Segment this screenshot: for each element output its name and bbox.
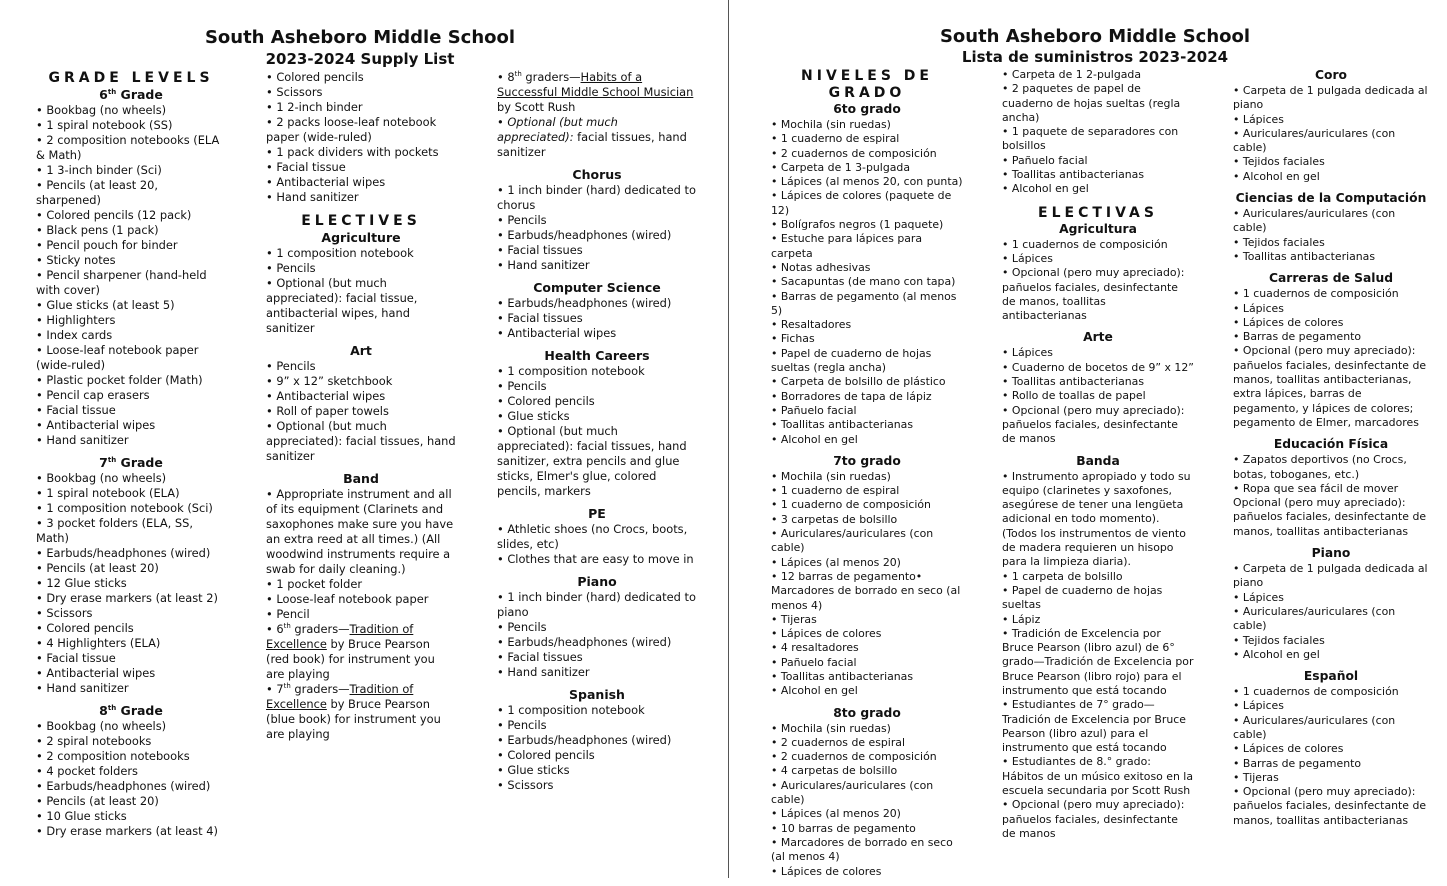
list-item: • 2 paquetes de papel de cuaderno de hojas sueltas (regla ancha) <box>1002 82 1194 125</box>
band-item-6th-graders: • 6th graders—Tradition of Excellence by Bruce Pearson (red book) for instrument you are playing <box>266 622 456 682</box>
list-item: • Opcional (pero muy apreciado): pañuelos faciales, desinfectante de manos <box>1002 798 1194 841</box>
page-title: South Asheboro Middle School <box>939 26 1251 47</box>
list-item: • Earbuds/headphones (wired) <box>36 546 226 561</box>
grade7-heading: 7to grado <box>833 453 901 468</box>
pe-heading: PE <box>588 506 606 521</box>
grade7-heading: 7th Grade <box>99 455 163 470</box>
chorus-list <box>497 183 697 273</box>
english-column-1 <box>36 70 226 846</box>
list-item: • Auriculares/auriculares (con cable) <box>1233 605 1429 634</box>
list-item: • Glue sticks <box>497 409 697 424</box>
list-item: • Antibacterial wipes <box>497 326 697 341</box>
list-item: • Bookbag (no wheels) <box>36 103 226 118</box>
list-item: • Lápices de colores <box>1233 316 1429 330</box>
list-item: • 1 3-inch binder (Sci) <box>36 163 226 178</box>
list-item: • Lápices (al menos 20) <box>771 556 963 570</box>
list-item: • Mochila (sin ruedas) <box>771 470 963 484</box>
list-item: • 10 barras de pegamento <box>771 822 963 836</box>
pe-list <box>497 522 697 567</box>
list-item: • Marcadores de borrado en seco (al menos 4) <box>771 836 963 865</box>
list-item: • Barras de pegamento <box>1233 757 1429 771</box>
list-item: • Toallitas antibacterianas <box>1002 168 1194 182</box>
list-item: • Dry erase markers (at least 2) <box>36 591 226 606</box>
list-item: • Fichas <box>771 332 963 346</box>
list-item: • 1 pack dividers with pockets <box>266 145 456 160</box>
art-list <box>266 359 456 464</box>
list-item: • Mochila (sin ruedas) <box>771 722 963 736</box>
list-item: • Pencils <box>497 213 697 228</box>
list-item: • 1 cuadernos de composición <box>1233 287 1429 301</box>
list-item: • Pencil cap erasers <box>36 388 226 403</box>
pe-list <box>1233 453 1429 539</box>
art-list <box>1002 346 1194 446</box>
pe-heading: Educación Física <box>1273 437 1389 452</box>
list-item: • Barras de pegamento (al menos 5) <box>771 290 963 319</box>
list-item: • 1 cuaderno de espiral <box>771 132 963 146</box>
list-item: • Hand sanitizer <box>36 433 226 448</box>
list-item: • Sacapuntas (de mano con tapa) <box>771 275 963 289</box>
list-item: • Hand sanitizer <box>36 681 226 696</box>
book-title: Tradition of Excellence <box>266 622 414 651</box>
grade8-list <box>36 719 226 839</box>
computer-science-section <box>497 280 697 341</box>
list-item: • Toallitas antibacterianas <box>1233 250 1429 264</box>
list-item: • Clothes that are easy to move in <box>497 552 697 567</box>
spanish-section <box>497 687 697 793</box>
list-item: • Pencils (at least 20) <box>36 794 226 809</box>
list-item: • 1 cuadernos de composición <box>1002 238 1194 252</box>
grade-levels-heading: NIVELES DE GRADO <box>801 68 933 101</box>
list-item: • Colored pencils <box>36 621 226 636</box>
agriculture-section <box>266 230 456 336</box>
list-item: • Earbuds/headphones (wired) <box>497 635 697 650</box>
band-section <box>1002 454 1194 842</box>
list-item: • Colored pencils (12 pack) <box>36 208 226 223</box>
list-item: • Lápices <box>1233 591 1429 605</box>
list-item: • Papel de cuaderno de hojas sueltas <box>1002 584 1194 613</box>
list-item: • Papel de cuaderno de hojas sueltas (regla ancha) <box>771 347 963 376</box>
list-item: • 2 cuadernos de composición <box>771 750 963 764</box>
health-careers-section <box>497 348 697 499</box>
list-item: • 10 Glue sticks <box>36 809 226 824</box>
grade7-section <box>36 455 226 696</box>
list-item: • Optional (but much appreciated): facial tissue, antibacterial wipes, hand sanitizer <box>266 276 456 336</box>
list-item: • Scissors <box>266 85 456 100</box>
grade6-heading: 6th Grade <box>99 87 163 102</box>
list-item: • Instrumento apropiado y todo su equipo (clarinetes y saxofones, asegúrese de tener una lengüeta adicional en todo momento). (Todos los instrumentos de viento de madera requieren un hisopo para la limpieza diaria). <box>1002 470 1194 570</box>
grade6-heading: 6to grado <box>833 102 901 116</box>
list-item: • Pencils <box>266 359 456 374</box>
list-item: • Antibacterial wipes <box>266 389 456 404</box>
grade6-continued-list <box>1002 68 1194 197</box>
list-item: • Glue sticks <box>497 763 697 778</box>
computer-science-heading: Ciencias de la Computación <box>1235 191 1427 206</box>
list-item: • Tijeras <box>1233 771 1429 785</box>
list-item: • 4 pocket folders <box>36 764 226 779</box>
band-list <box>266 487 456 742</box>
list-item: • Pañuelo facial <box>771 404 963 418</box>
band-item: • Appropriate instrument and all of its equipment (Clarinets and saxophones make sure you have an extra reed at all times.) (All woodwind instruments require a swab for daily cleaning.) <box>266 487 456 577</box>
grade7-list <box>771 470 963 699</box>
grade6-list <box>36 103 226 448</box>
list-item: • Pencil pouch for binder <box>36 238 226 253</box>
list-item: • Optional (but much appreciated): facial tissues, hand sanitizer, extra pencils and glue sticks, Elmer's glue, colored pencils, markers <box>497 424 697 499</box>
agriculture-list <box>1002 238 1194 324</box>
list-item: • Earbuds/headphones (wired) <box>497 733 697 748</box>
list-item: • Pencils (at least 20, sharpened) <box>36 178 226 208</box>
list-item: • Earbuds/headphones (wired) <box>36 779 226 794</box>
list-item: • 1 cuaderno de composición <box>771 498 963 512</box>
list-item: • Loose-leaf notebook paper (wide-ruled) <box>36 343 226 373</box>
list-item: • Hand sanitizer <box>266 190 456 205</box>
grade8-heading: 8to grado <box>833 705 901 720</box>
art-section <box>1002 330 1194 446</box>
band-item-7th-graders: • 7th graders—Tradition of Excellence by Bruce Pearson (blue book) for instrument you are playing <box>266 682 456 742</box>
list-item: • Estudiantes de 7° grado—Tradición de Excelencia por Bruce Pearson (libro azul) para el instrumento que está tocando <box>1002 698 1194 755</box>
grade8-section <box>36 703 226 839</box>
list-item: • Facial tissues <box>497 243 697 258</box>
chorus-section <box>497 167 697 273</box>
page-subtitle: 2023-2024 Supply List <box>265 50 455 68</box>
list-item: • Glue sticks (at least 5) <box>36 298 226 313</box>
list-item: • 1 inch binder (hard) dedicated to chorus <box>497 183 697 213</box>
list-item: • 12 barras de pegamento• Marcadores de borrado en seco (al menos 4) <box>771 570 963 613</box>
list-item: • Alcohol en gel <box>1233 648 1429 662</box>
list-item: • 2 packs loose-leaf notebook paper (wide-ruled) <box>266 115 456 145</box>
agriculture-section <box>1002 222 1194 324</box>
grade-levels-heading: GRADE LEVELS <box>48 70 214 86</box>
health-careers-heading: Health Careers <box>544 348 650 363</box>
list-item: • 1 paquete de separadores con bolsillos <box>1002 125 1194 154</box>
band-item-optional: • Optional (but much appreciated): facial tissues, hand sanitizer <box>497 115 697 160</box>
band-continued-list <box>497 70 697 160</box>
spanish-column-2 <box>1002 68 1194 848</box>
art-heading: Arte <box>1083 330 1113 345</box>
list-item: • Lápices (al menos 20) <box>771 807 963 821</box>
grade6-continued-list <box>266 70 456 205</box>
list-item: • Carpeta de bolsillo de plástico <box>771 375 963 389</box>
list-item: • 4 Highlighters (ELA) <box>36 636 226 651</box>
list-item: • Antibacterial wipes <box>266 175 456 190</box>
list-item: • Optional (but much appreciated): facial tissues, hand sanitizer <box>266 419 456 464</box>
list-item: • Carpeta de 1 3-pulgada <box>771 161 963 175</box>
list-item: • Tijeras <box>771 613 963 627</box>
list-item: • 1 spiral notebook (ELA) <box>36 486 226 501</box>
list-item: • Rollo de toallas de papel <box>1002 389 1194 403</box>
grade6-continued-section <box>266 70 456 205</box>
list-item: • Lápices <box>1002 252 1194 266</box>
grade7-section <box>771 454 963 699</box>
spanish-heading: Español <box>1303 669 1359 684</box>
list-item: • Opcional (pero muy apreciado): pañuelos faciales, desinfectante de manos, toallitas antibacterianas <box>1233 785 1429 828</box>
list-item: • 3 pocket folders (ELA, SS, Math) <box>36 516 226 546</box>
list-item: • Tejidos faciales <box>1233 155 1429 169</box>
list-item: • Resaltadores <box>771 318 963 332</box>
band-heading: Banda <box>1076 453 1120 468</box>
list-item: • 2 cuadernos de espiral <box>771 736 963 750</box>
list-item: • Pencil sharpener (hand-held with cover) <box>36 268 226 298</box>
band-item-8th-graders: • 8th graders—Habits of a Successful Middle School Musician by Scott Rush <box>497 70 697 115</box>
list-item: • Colored pencils <box>266 70 456 85</box>
list-item: • Toallitas antibacterianas <box>1002 375 1194 389</box>
list-item: • Alcohol en gel <box>771 433 963 447</box>
list-item: • Highlighters <box>36 313 226 328</box>
list-item: • Auriculares/auriculares (con cable) <box>1233 127 1429 156</box>
list-item: • Carpeta de 1 pulgada dedicada al piano <box>1233 562 1429 591</box>
list-item: • Borradores de tapa de lápiz <box>771 390 963 404</box>
list-item: • Lápices (al menos 20, con punta) <box>771 175 963 189</box>
list-item: • 2 spiral notebooks <box>36 734 226 749</box>
list-item: • Zapatos deportivos (no Crocs, botas, toboganes, etc.) <box>1233 453 1429 482</box>
list-item: • Antibacterial wipes <box>36 666 226 681</box>
list-item: • Lápices de colores <box>1233 742 1429 756</box>
list-item: • Pencils (at least 20) <box>36 561 226 576</box>
list-item: • Lápiz <box>1002 613 1194 627</box>
list-item: • Facial tissue <box>36 651 226 666</box>
list-item: • Alcohol en gel <box>1233 170 1429 184</box>
chorus-heading: Chorus <box>572 167 622 182</box>
band-item: • 1 pocket folder <box>266 577 456 592</box>
list-item: • Athletic shoes (no Crocs, boots, slides, etc) <box>497 522 697 552</box>
computer-science-list <box>497 296 697 341</box>
list-item: • Sticky notes <box>36 253 226 268</box>
list-item: • Carpeta de 1 2-pulgada <box>1002 68 1194 82</box>
piano-heading: Piano <box>577 574 617 589</box>
band-section <box>266 471 456 742</box>
list-item: • 1 composition notebook (Sci) <box>36 501 226 516</box>
agriculture-heading: Agriculture <box>321 230 401 245</box>
grade6-list <box>771 118 963 447</box>
list-item: • Lápices de colores <box>771 865 963 879</box>
list-item: • Antibacterial wipes <box>36 418 226 433</box>
list-item: • Colored pencils <box>497 394 697 409</box>
list-item: • Scissors <box>36 606 226 621</box>
list-item: • Auriculares/auriculares (con cable) <box>771 527 963 556</box>
list-item: • Lápices <box>1233 302 1429 316</box>
list-item: • Opcional (pero muy apreciado): pañuelos faciales, desinfectante de manos, toallitas antibacterianas, extra lápices, barras de pegamento, y lápices de colores; pegamento de Elmer, marcadores <box>1233 344 1429 430</box>
list-item: • 1 composition notebook <box>497 703 697 718</box>
list-item: • Facial tissue <box>36 403 226 418</box>
list-item: • Barras de pegamento <box>1233 330 1429 344</box>
list-item: • Alcohol en gel <box>1002 182 1194 196</box>
list-item: • Auriculares/auriculares (con cable) <box>1233 714 1429 743</box>
list-item: • Estudiantes de 8.° grado: Hábitos de un músico exitoso en la escuela secundaria por Scott Rush <box>1002 755 1194 798</box>
list-item: • Tejidos faciales <box>1233 236 1429 250</box>
band-continued-section <box>497 70 697 160</box>
book-title: Habits of a Successful Middle School Musician <box>497 70 694 99</box>
english-supply-list-page <box>0 0 728 878</box>
list-item: • Facial tissues <box>497 650 697 665</box>
list-item: • Pañuelo facial <box>1002 154 1194 168</box>
list-item: • Pañuelo facial <box>771 656 963 670</box>
computer-science-heading: Computer Science <box>533 280 661 295</box>
list-item: • Bolígrafos negros (1 paquete) <box>771 218 963 232</box>
page-title: South Asheboro Middle School <box>204 27 516 48</box>
list-item: • Tejidos faciales <box>1233 634 1429 648</box>
grade6-section <box>771 102 963 447</box>
electives-heading: ELECTIVES <box>301 213 421 229</box>
list-item: • 2 composition notebooks (ELA & Math) <box>36 133 226 163</box>
list-item: • Lápices <box>1233 113 1429 127</box>
list-item: • Lápices <box>1002 346 1194 360</box>
list-item: • Earbuds/headphones (wired) <box>497 228 697 243</box>
list-item: • Toallitas antibacterianas <box>771 418 963 432</box>
list-item: • Auriculares/auriculares (con cable) <box>771 779 963 808</box>
list-item: • Bookbag (no wheels) <box>36 719 226 734</box>
list-item: • Hand sanitizer <box>497 258 697 273</box>
list-item: • Roll of paper towels <box>266 404 456 419</box>
spanish-list <box>1233 685 1429 828</box>
chorus-section <box>1233 68 1429 184</box>
spanish-column-3 <box>1233 68 1429 835</box>
list-item: • Alcohol en gel <box>771 684 963 698</box>
computer-science-list <box>1233 207 1429 264</box>
piano-section <box>1233 546 1429 662</box>
grade8-heading: 8th Grade <box>99 703 163 718</box>
grade6-continued-section <box>1002 68 1194 197</box>
list-item: • 1 spiral notebook (SS) <box>36 118 226 133</box>
list-item: • Ropa que sea fácil de mover Opcional (pero muy apreciado): pañuelos faciales, desinfectante de manos, toallitas antibacterianas <box>1233 482 1429 539</box>
english-column-2 <box>266 70 456 749</box>
list-item: • 1 inch binder (hard) dedicated to piano <box>497 590 697 620</box>
list-item: • 1 composition notebook <box>266 246 456 261</box>
spanish-heading: Spanish <box>569 687 625 702</box>
piano-section <box>497 574 697 680</box>
agriculture-list <box>266 246 456 336</box>
band-list <box>1002 470 1194 842</box>
list-item: • 1 composition notebook <box>497 364 697 379</box>
list-item: • 2 cuadernos de composición <box>771 147 963 161</box>
piano-list <box>1233 562 1429 662</box>
list-item: • 12 Glue sticks <box>36 576 226 591</box>
band-heading: Band <box>343 471 379 486</box>
piano-heading: Piano <box>1311 546 1351 561</box>
list-item: • Pencils <box>266 261 456 276</box>
list-item: • Lápices de colores (paquete de 12) <box>771 189 963 218</box>
list-item: • 3 carpetas de bolsillo <box>771 513 963 527</box>
grade8-list <box>771 722 963 879</box>
list-item: • Black pens (1 pack) <box>36 223 226 238</box>
piano-list <box>497 590 697 680</box>
list-item: • Cuaderno de bocetos de 9” x 12” <box>1002 361 1194 375</box>
list-item: • 2 composition notebooks <box>36 749 226 764</box>
book-title: Tradition of Excellence <box>266 682 414 711</box>
grade7-list <box>36 471 226 696</box>
agriculture-heading: Agricultura <box>1059 221 1137 236</box>
english-column-3 <box>497 70 697 800</box>
list-item: • Facial tissue <box>266 160 456 175</box>
list-item: • Colored pencils <box>497 748 697 763</box>
spanish-list <box>497 703 697 793</box>
list-item: • Facial tissues <box>497 311 697 326</box>
chorus-heading: Coro <box>1315 68 1347 82</box>
list-item: • Pencils <box>497 718 697 733</box>
list-item: • Lápices de colores <box>771 627 963 641</box>
list-item: • Index cards <box>36 328 226 343</box>
computer-science-section <box>1233 191 1429 264</box>
grade8-section <box>771 706 963 879</box>
art-heading: Art <box>350 343 372 358</box>
list-item: • Tradición de Excelencia por Bruce Pearson (libro azul) de 6° grado—Tradición de Excelencia por Bruce Pearson (libro rojo) para el instrumento que está tocando <box>1002 627 1194 698</box>
band-item: • Loose-leaf notebook paper <box>266 592 456 607</box>
band-item: • Pencil <box>266 607 456 622</box>
list-item: • 1 2-inch binder <box>266 100 456 115</box>
list-item: • Toallitas antibacterianas <box>771 670 963 684</box>
list-item: • Scissors <box>497 778 697 793</box>
list-item: • Dry erase markers (at least 4) <box>36 824 226 839</box>
list-item: • 1 carpeta de bolsillo <box>1002 570 1194 584</box>
list-item: • Carpeta de 1 pulgada dedicada al piano <box>1233 84 1429 113</box>
spanish-section <box>1233 669 1429 828</box>
list-item: • 4 resaltadores <box>771 641 963 655</box>
health-careers-list <box>1233 287 1429 430</box>
health-careers-heading: Carreras de Salud <box>1268 271 1394 286</box>
page-subtitle: Lista de suministros 2023-2024 <box>961 48 1229 66</box>
list-item: • 1 cuaderno de espiral <box>771 484 963 498</box>
spanish-column-1 <box>771 68 963 886</box>
list-item: • Earbuds/headphones (wired) <box>497 296 697 311</box>
list-item: • Lápices <box>1233 699 1429 713</box>
list-item: • Hand sanitizer <box>497 665 697 680</box>
list-item: • Pencils <box>497 379 697 394</box>
chorus-list <box>1233 84 1429 184</box>
list-item: • Opcional (pero muy apreciado): pañuelos faciales, desinfectante de manos, toallitas antibacterianas <box>1002 266 1194 323</box>
list-item: • Plastic pocket folder (Math) <box>36 373 226 388</box>
spanish-supply-list-page <box>729 0 1447 878</box>
list-item: • 4 carpetas de bolsillo <box>771 764 963 778</box>
list-item: • Auriculares/auriculares (con cable) <box>1233 207 1429 236</box>
health-careers-list <box>497 364 697 499</box>
list-item: • Opcional (pero muy apreciado): pañuelos faciales, desinfectante de manos <box>1002 404 1194 447</box>
list-item: • 9” x 12” sketchbook <box>266 374 456 389</box>
pe-section <box>1233 437 1429 539</box>
list-item: • 1 cuadernos de composición <box>1233 685 1429 699</box>
grade6-section <box>36 87 226 448</box>
list-item: • Pencils <box>497 620 697 635</box>
list-item: • Bookbag (no wheels) <box>36 471 226 486</box>
list-item: • Notas adhesivas <box>771 261 963 275</box>
list-item: • Estuche para lápices para carpeta <box>771 232 963 261</box>
electives-heading: ELECTIVAS <box>1038 204 1158 221</box>
pe-section <box>497 506 697 567</box>
list-item: • Mochila (sin ruedas) <box>771 118 963 132</box>
health-careers-section <box>1233 271 1429 430</box>
art-section <box>266 343 456 464</box>
